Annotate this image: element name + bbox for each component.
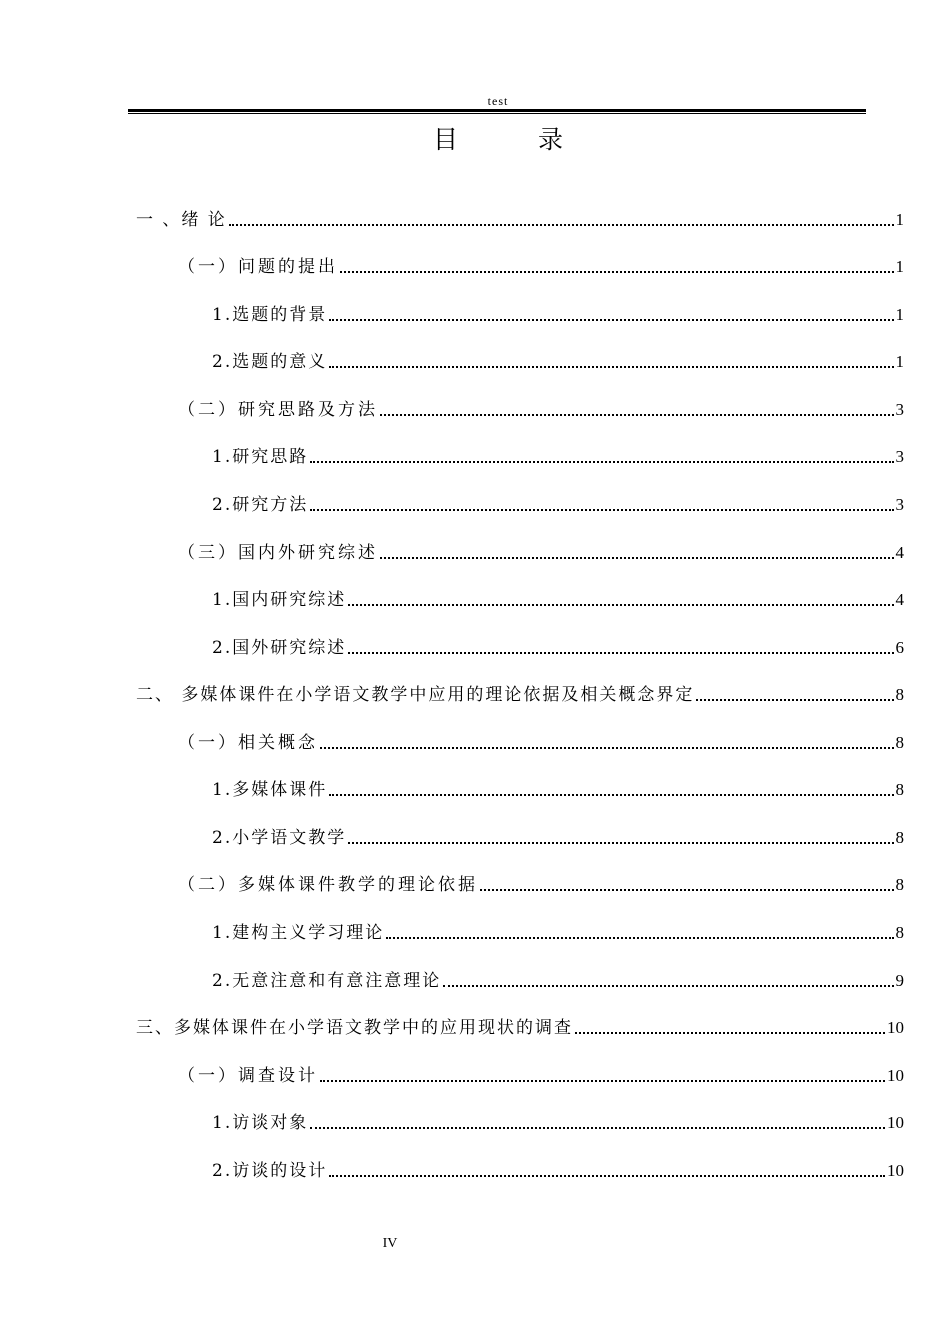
toc-entry-page: 3: [895, 447, 904, 466]
toc-entry-subsection-1-2-1[interactable]: [212, 445, 904, 469]
toc-entry-page: 6: [895, 638, 904, 657]
dot-leader: [480, 889, 894, 891]
dot-leader: [320, 1080, 885, 1082]
dot-leader: [380, 557, 894, 559]
toc-entry-page: 8: [895, 875, 904, 894]
dot-leader: [348, 652, 893, 654]
toc-entry-label: 1.研究思路: [212, 447, 309, 467]
toc-entry-section-2-1[interactable]: [178, 731, 904, 755]
toc-entry-page: 1: [895, 305, 904, 324]
toc-entry-chapter-3[interactable]: [136, 1016, 904, 1040]
dot-leader: [329, 1175, 885, 1177]
toc-entry-page: 8: [895, 923, 904, 942]
toc-entry-chapter-1[interactable]: [136, 208, 904, 232]
toc-entry-page: 1: [895, 352, 904, 371]
dot-leader: [329, 794, 893, 796]
toc-entry-label: （二）研究思路及方法: [178, 400, 378, 420]
toc-entry-label: 1.选题的背景: [212, 305, 328, 325]
dot-leader: [443, 985, 893, 987]
toc-entry-label: 2.研究方法: [212, 495, 309, 515]
toc-entry-page: 1: [895, 257, 904, 276]
toc-entry-subsection-3-1-1[interactable]: [212, 1111, 904, 1135]
toc-entry-page: 4: [895, 543, 904, 562]
dot-leader: [329, 366, 893, 368]
toc-entry-label: 1.建构主义学习理论: [212, 923, 385, 943]
toc-entry-subsection-2-1-2[interactable]: [212, 826, 904, 850]
toc-entry-label: 2.选题的意义: [212, 352, 328, 372]
toc-entry-label: 三、多媒体课件在小学语文教学中的应用现状的调查: [136, 1018, 573, 1038]
toc-entry-section-1-1[interactable]: [178, 255, 904, 279]
toc-entry-page: 8: [895, 828, 904, 847]
dot-leader: [380, 414, 894, 416]
toc-title: 目 录: [433, 125, 599, 154]
toc-entry-label: （一）相关概念: [178, 733, 318, 753]
toc-entry-subsection-2-1-1[interactable]: [212, 778, 904, 802]
dot-leader: [348, 604, 893, 606]
toc-entry-page: 3: [895, 400, 904, 419]
toc-entry-subsection-2-2-2[interactable]: [212, 969, 904, 993]
dot-leader: [575, 1032, 885, 1034]
dot-leader: [310, 461, 893, 463]
toc-entry-section-2-2[interactable]: [178, 873, 904, 897]
toc-entry-label: （三）国内外研究综述: [178, 543, 378, 563]
toc-entry-section-1-2[interactable]: [178, 398, 904, 422]
toc-entry-label: 1.多媒体课件: [212, 780, 328, 800]
toc-entry-label: 2.国外研究综述: [212, 638, 347, 658]
toc-entry-subsection-1-1-1[interactable]: [212, 303, 904, 327]
toc-entry-page: 1: [895, 210, 904, 229]
toc-entry-label: 2.访谈的设计: [212, 1161, 328, 1181]
toc-entry-page: 4: [895, 590, 904, 609]
toc-entry-page: 3: [895, 495, 904, 514]
dot-leader: [696, 699, 893, 701]
toc-entry-chapter-2[interactable]: [136, 683, 904, 707]
toc-entry-label: （一）问题的提出: [178, 257, 338, 277]
dot-leader: [348, 842, 893, 844]
dot-leader: [310, 1127, 885, 1129]
running-header: test: [487, 94, 509, 108]
dot-leader: [386, 937, 893, 939]
toc-entry-page: 10: [887, 1161, 904, 1180]
toc-entry-label: 一 、绪 论: [136, 210, 227, 230]
dot-leader: [310, 509, 893, 511]
toc-entry-subsection-1-3-2[interactable]: [212, 636, 904, 660]
toc-entry-label: 1.国内研究综述: [212, 590, 347, 610]
dot-leader: [229, 224, 894, 226]
toc-entry-page: 10: [887, 1066, 904, 1085]
toc-entry-page: 9: [895, 971, 904, 990]
dot-leader: [329, 319, 893, 321]
toc-entry-label: 二、 多媒体课件在小学语文教学中应用的理论依据及相关概念界定: [136, 685, 695, 705]
dot-leader: [320, 747, 894, 749]
toc-entry-label: （一）调查设计: [178, 1066, 318, 1086]
toc-entry-subsection-1-2-2[interactable]: [212, 493, 904, 517]
toc-entry-subsection-1-3-1[interactable]: [212, 588, 904, 612]
toc-entry-subsection-3-1-2[interactable]: [212, 1159, 904, 1183]
dot-leader: [340, 271, 894, 273]
toc-entry-section-1-3[interactable]: [178, 541, 904, 565]
toc-entry-page: 8: [895, 733, 904, 752]
toc-entry-subsection-1-1-2[interactable]: [212, 350, 904, 374]
toc-entry-label: 1.访谈对象: [212, 1113, 309, 1133]
toc-entry-page: 10: [887, 1113, 904, 1132]
toc-entry-subsection-2-2-1[interactable]: [212, 921, 904, 945]
toc-entry-section-3-1[interactable]: [178, 1064, 904, 1088]
footer-page-number: IV: [382, 1236, 398, 1251]
toc-entry-page: 8: [895, 780, 904, 799]
toc-entry-label: 2.无意注意和有意注意理论: [212, 971, 442, 991]
toc-entry-page: 10: [887, 1018, 904, 1037]
toc-entry-label: （二）多媒体课件教学的理论依据: [178, 875, 478, 895]
toc-entry-label: 2.小学语文教学: [212, 828, 347, 848]
toc-entry-page: 8: [895, 685, 904, 704]
